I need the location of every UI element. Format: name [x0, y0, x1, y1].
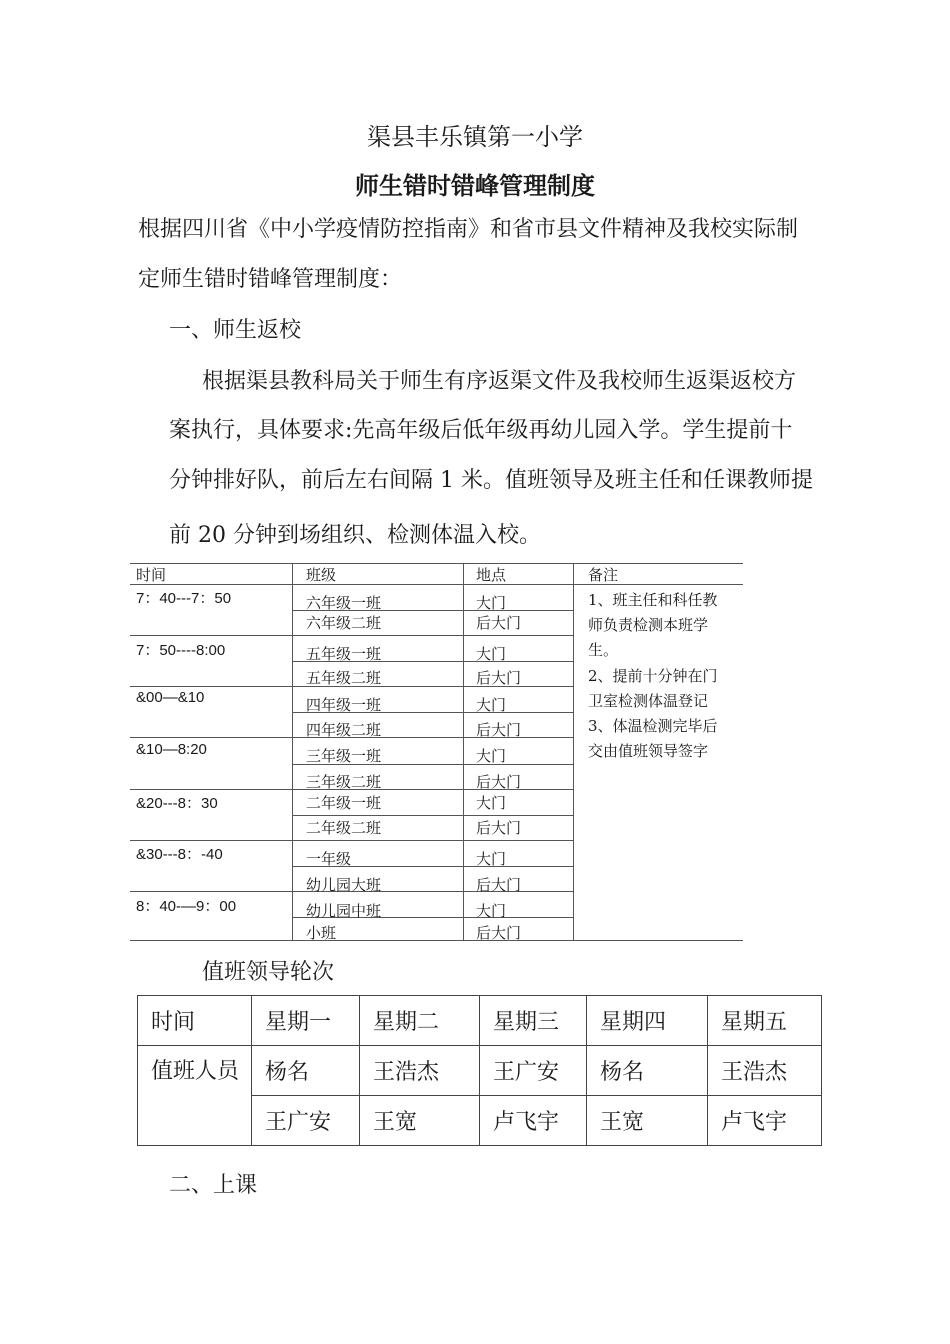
- section1-line-4: 前 20 分钟到场组织、检测体温入校。: [169, 523, 541, 548]
- schedule-place: 后大门: [476, 721, 522, 739]
- schedule-class: 三年级一班: [306, 747, 382, 765]
- schedule-time: &10—8:20: [136, 741, 207, 758]
- schedule-remark-line: 卫室检测体温登记: [588, 692, 709, 710]
- schedule-place: 后大门: [476, 773, 522, 791]
- schedule-place: 后大门: [476, 819, 522, 837]
- schedule-class: 五年级二班: [306, 669, 382, 687]
- schedule-time: 7：50----8:00: [136, 642, 226, 659]
- duty-table: [137, 995, 822, 1146]
- duty-header-thursday: 星期四: [587, 996, 708, 1046]
- schedule-line: [573, 563, 574, 941]
- schedule-header-class: 班级: [306, 566, 337, 584]
- schedule-time: &20---8：30: [136, 795, 218, 812]
- duty-cell: 杨名: [587, 1046, 708, 1096]
- schedule-place: 后大门: [476, 669, 522, 687]
- duty-cell: 王宽: [360, 1096, 480, 1146]
- schedule-class: 六年级二班: [306, 614, 382, 632]
- schedule-line: [130, 940, 743, 941]
- section2-heading: 二、上课: [169, 1173, 258, 1198]
- schedule-remark-line: 1、班主任和科任教: [588, 591, 718, 609]
- schedule-table: [130, 563, 743, 941]
- schedule-place: 后大门: [476, 614, 522, 632]
- schedule-time: 7：40---7：50: [136, 590, 232, 607]
- duty-cell: 卢飞宇: [480, 1096, 587, 1146]
- duty-cell: 王宽: [587, 1096, 708, 1146]
- section1-line-3: 分钟排好队，前后左右间隔 1 米。值班领导及班主任和任课教师提: [169, 468, 813, 493]
- section1-line-1: 根据渠县教科局关于师生有序返渠文件及我校师生返渠返校方: [202, 369, 797, 394]
- schedule-place: 大门: [476, 594, 507, 612]
- duty-caption: 值班领导轮次: [202, 960, 335, 985]
- schedule-place: 后大门: [476, 924, 522, 942]
- duty-header-tuesday: 星期二: [360, 996, 480, 1046]
- schedule-place: 大门: [476, 747, 507, 765]
- schedule-class: 四年级一班: [306, 696, 382, 714]
- intro-line-1: 根据四川省《中小学疫情防控指南》和省市县文件精神及我校实际制: [138, 217, 799, 242]
- duty-header-friday: 星期五: [708, 996, 822, 1046]
- schedule-line: [130, 563, 743, 564]
- schedule-class: 四年级二班: [306, 721, 382, 739]
- schedule-remark-line: 师负责检测本班学: [588, 616, 709, 634]
- schedule-header-place: 地点: [476, 566, 507, 584]
- duty-header-time: 时间: [138, 996, 252, 1046]
- schedule-class: 幼儿园中班: [306, 902, 382, 920]
- schedule-class: 二年级二班: [306, 819, 382, 837]
- section1-heading: 一、师生返校: [169, 318, 302, 343]
- schedule-header-time: 时间: [136, 566, 167, 584]
- schedule-line: [130, 635, 573, 636]
- duty-row-label: 值班人员: [138, 1046, 252, 1146]
- schedule-place: 大门: [476, 850, 507, 868]
- schedule-header-remark: 备注: [588, 566, 619, 584]
- duty-header-monday: 星期一: [252, 996, 360, 1046]
- schedule-time: &30---8：-40: [136, 846, 223, 863]
- duty-cell: 王浩杰: [360, 1046, 480, 1096]
- school-name: 渠县丰乐镇第一小学: [367, 123, 583, 151]
- schedule-class: 一年级: [306, 850, 352, 868]
- table-row: [138, 996, 822, 1046]
- duty-cell: 王广安: [252, 1096, 360, 1146]
- schedule-time: 8：40-—9：00: [136, 898, 237, 915]
- intro-line-2: 定师生错时错峰管理制度：: [138, 267, 403, 292]
- schedule-class: 二年级一班: [306, 794, 382, 812]
- schedule-remark-line: 交由值班领导签字: [588, 742, 709, 760]
- document-title: 师生错时错峰管理制度: [355, 172, 595, 200]
- schedule-line: [463, 563, 464, 941]
- schedule-line: [292, 563, 293, 941]
- schedule-class: 五年级一班: [306, 645, 382, 663]
- schedule-time: &00—&10: [136, 689, 205, 706]
- schedule-place: 大门: [476, 902, 507, 920]
- schedule-place: 大门: [476, 794, 507, 812]
- schedule-line: [130, 584, 743, 585]
- schedule-class: 三年级二班: [306, 773, 382, 791]
- duty-cell: 王浩杰: [708, 1046, 822, 1096]
- schedule-class: 六年级一班: [306, 594, 382, 612]
- schedule-remark-line: 3、体温检测完毕后: [588, 717, 718, 735]
- table-row: [138, 1046, 822, 1096]
- schedule-place: 大门: [476, 696, 507, 714]
- schedule-remark-line: 2、提前十分钟在门: [588, 667, 718, 685]
- schedule-line: [292, 815, 573, 816]
- schedule-place: 大门: [476, 645, 507, 663]
- duty-cell: 杨名: [252, 1046, 360, 1096]
- duty-header-wednesday: 星期三: [480, 996, 587, 1046]
- duty-cell: 卢飞宇: [708, 1096, 822, 1146]
- schedule-remark-line: 生。: [588, 641, 619, 659]
- schedule-place: 后大门: [476, 876, 522, 894]
- schedule-class: 幼儿园大班: [306, 876, 382, 894]
- schedule-class: 小班: [306, 924, 337, 942]
- duty-cell: 王广安: [480, 1046, 587, 1096]
- section1-line-2: 案执行，具体要求:先高年级后低年级再幼儿园入学。学生提前十: [169, 418, 793, 443]
- schedule-line: [130, 840, 573, 841]
